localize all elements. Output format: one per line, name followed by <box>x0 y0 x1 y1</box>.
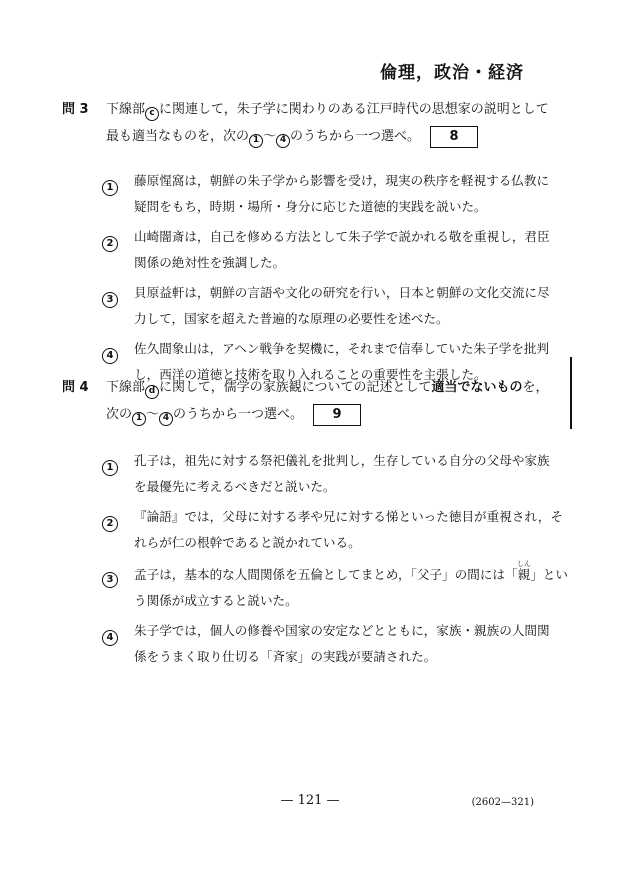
underline-c-marker: c <box>145 107 159 121</box>
choice-item[interactable] <box>102 560 568 614</box>
choice-text: 『論語』では，父母に対する孝や兄に対する悌といった徳目が重視され，そ れらが仁の根幹であると説かれている。 <box>134 509 563 550</box>
choice-item[interactable] <box>102 618 550 670</box>
choice-number: 2 <box>102 236 118 252</box>
question-3-label: 問 3 <box>62 102 89 117</box>
question-3 <box>62 96 550 392</box>
margin-marker-line <box>570 357 572 429</box>
answer-box-9[interactable]: 9 <box>313 404 361 426</box>
choice-text: 朱子学では，個人の修養や国家の安定などとともに，家族・親族の人間関 係をうまく取り仕切る「斉家」の実践が要請された。 <box>134 623 550 664</box>
question-4 <box>62 374 568 674</box>
emphasis-text: 適当でないもの <box>431 380 523 395</box>
subject-header: 倫理，政治・経済 <box>380 63 524 83</box>
question-3-text: 下線部 c に関連して，朱子学に関わりのある江戸時代の思想家の説明として 最も適当なものを，次の 1 ～ 4 のうちから一つ選べ。 8 <box>106 96 549 150</box>
question-3-choices <box>102 168 550 388</box>
choice-text: 佐久間象山は，アヘン戦争を契機に，それまで信奉していた朱子学を批判 し，西洋の道徳と技術を取り入れることの重要性を主張した。 <box>134 341 550 382</box>
underline-d-marker: d <box>145 385 159 399</box>
choice-number: 3 <box>102 292 118 308</box>
question-4-text: 下線部 d に関して，儒学の家族観についての記述として適当でないものを， 次の 1 ～ 4 のうちから一つ選べ。 9 <box>106 374 549 428</box>
choice-number: 1 <box>102 180 118 196</box>
choice-text: 孔子は，祖先に対する祭祀儀礼を批判し，生存している自分の父母や家族 を最優先に考えるべきだと説いた。 <box>134 453 550 494</box>
choice-number: 4 <box>102 348 118 364</box>
question-4-label: 問 4 <box>62 380 89 395</box>
choice-item[interactable] <box>102 504 563 556</box>
question-4-choices <box>102 448 568 670</box>
choice-number: 3 <box>102 572 118 588</box>
choice-number: 4 <box>102 630 118 646</box>
choice-number: 2 <box>102 516 118 532</box>
choice-number: 1 <box>102 460 118 476</box>
choice-text: 山崎闇斎は，自己を修める方法として朱子学で説かれる敬を重視し，君臣 関係の絶対性を強調した。 <box>134 229 550 270</box>
choice-item[interactable] <box>102 224 550 276</box>
exam-code: (2602—321) <box>471 797 534 808</box>
ruby-annotation: 親しん <box>516 560 531 582</box>
choice-text: 藤原惺窩は，朝鮮の朱子学から影響を受け，現実の秩序を軽視する仏教に 疑問をもち，時期・場所・身分に応じた道徳的実践を説いた。 <box>134 173 550 214</box>
answer-box-8[interactable]: 8 <box>430 126 478 148</box>
choice-text: 貝原益軒は，朝鮮の言語や文化の研究を行い，日本と朝鮮の文化交流に尽 力して，国家を超えた普遍的な原理の必要性を述べた。 <box>134 285 550 326</box>
choice-item[interactable] <box>102 448 550 500</box>
choice-item[interactable] <box>102 280 550 332</box>
choice-item[interactable] <box>102 168 550 220</box>
page-number: — 121 — <box>280 793 340 808</box>
choice-text: 孟子は，基本的な人間関係を五倫としてまとめ，「父子」の間には「親しん」とい う関係が成立すると説いた。 <box>134 560 568 608</box>
